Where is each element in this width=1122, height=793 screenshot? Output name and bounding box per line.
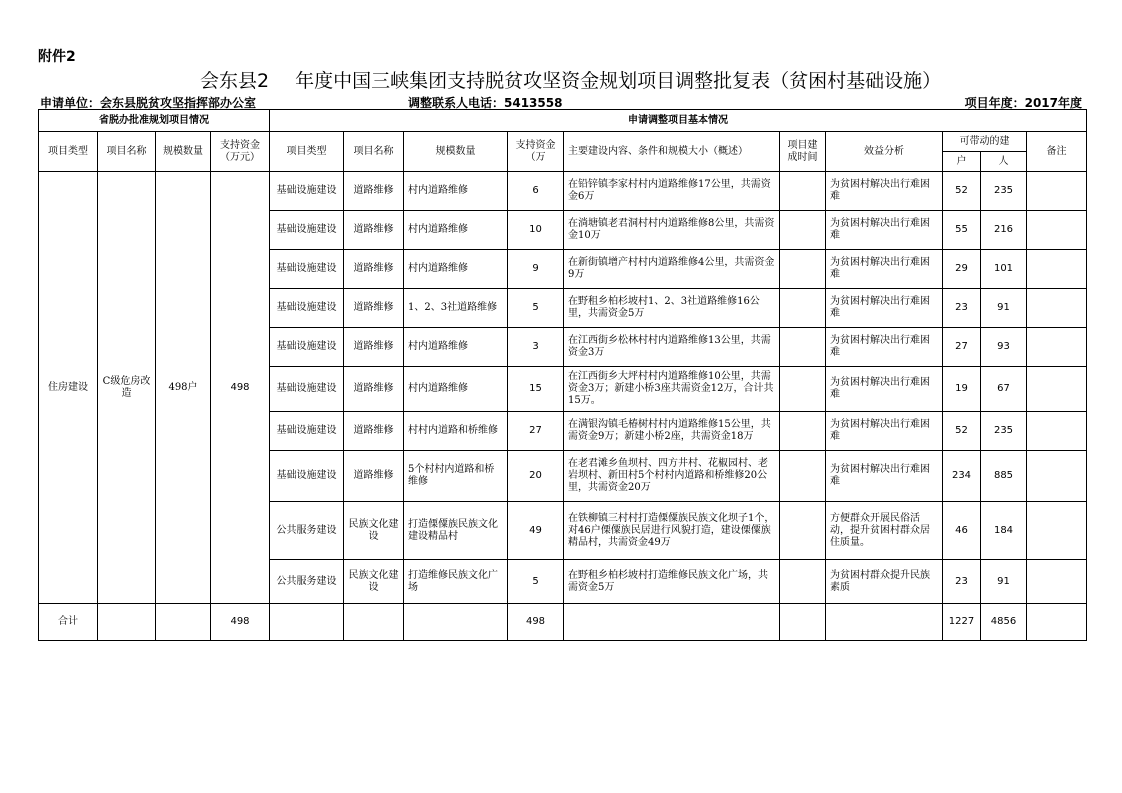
row-content: 在新街镇增产村村内道路维修4公里，共需资金9万 [564, 250, 780, 289]
row-name: 民族文化建设 [344, 502, 404, 560]
approved-scale: 498户 [156, 172, 211, 604]
row-households: 23 [943, 560, 981, 604]
row-content: 在野租乡柏杉坡村1、2、3社道路维修16公里，共需资金5万 [564, 289, 780, 328]
header-proj-name2: 项目名称 [344, 132, 404, 172]
title-prefix: 会东县2 [200, 70, 270, 92]
row-scale: 1、2、3社道路维修 [404, 289, 508, 328]
row-type: 基础设施建设 [270, 289, 344, 328]
total-households: 1227 [943, 604, 981, 641]
row-period [780, 328, 826, 367]
row-content: 在淌塘镇老君洞村村内道路维修8公里，共需资金10万 [564, 211, 780, 250]
row-type: 基础设施建设 [270, 451, 344, 502]
row-content: 在野租乡柏杉坡村打造维修民族文化广场，共需资金5万 [564, 560, 780, 604]
header-benefit: 效益分析 [826, 132, 943, 172]
row-households: 234 [943, 451, 981, 502]
row-period [780, 560, 826, 604]
row-name: 道路维修 [344, 211, 404, 250]
row-benefit: 为贫困村解决出行难困难 [826, 367, 943, 412]
row-period [780, 412, 826, 451]
header-period: 项目建成时间 [780, 132, 826, 172]
approved-type: 住房建设 [39, 172, 98, 604]
row-fund: 5 [508, 560, 564, 604]
applicant-unit: 申请单位：会东县脱贫攻坚指挥部办公室 [40, 96, 257, 110]
row-benefit: 为贫困村群众提升民族素质 [826, 560, 943, 604]
row-remark [1027, 172, 1087, 211]
attachment-label: 附件2 [38, 49, 76, 65]
header-drive: 可带动的建 [943, 132, 1027, 152]
approved-fund: 498 [211, 172, 270, 604]
row-benefit: 为贫困村解决出行难困难 [826, 211, 943, 250]
approved-section-title: 省脱办批准规划项目情况 [39, 110, 270, 132]
row-period [780, 367, 826, 412]
row-name: 道路维修 [344, 328, 404, 367]
row-remark [1027, 560, 1087, 604]
adjusted-section-title: 申请调整项目基本情况 [270, 110, 1087, 132]
contact-phone: 调整联系人电话：5413558 [408, 96, 563, 110]
row-type: 基础设施建设 [270, 211, 344, 250]
total-fund: 498 [211, 604, 270, 641]
row-scale: 村内道路维修 [404, 211, 508, 250]
row-name: 道路维修 [344, 367, 404, 412]
row-content: 在铁柳镇三村村打造傈僳族民族文化坝子1个，对46户傈僳族民居进行风貌打造，建设傈僳族精品村，共需资金49万 [564, 502, 780, 560]
row-people: 216 [981, 211, 1027, 250]
project-year: 项目年度：2017年度 [964, 96, 1082, 110]
row-remark [1027, 211, 1087, 250]
table-row [39, 172, 1087, 211]
row-type: 基础设施建设 [270, 412, 344, 451]
row-scale: 村内道路维修 [404, 172, 508, 211]
row-fund: 9 [508, 250, 564, 289]
row-benefit: 方便群众开展民俗活动，提升贫困村群众居住质量。 [826, 502, 943, 560]
row-people: 91 [981, 560, 1027, 604]
row-scale: 村内道路维修 [404, 250, 508, 289]
total-row [39, 604, 1087, 641]
header-scale: 规模数量 [156, 132, 211, 172]
row-households: 46 [943, 502, 981, 560]
header-row-1 [39, 132, 1087, 152]
row-households: 19 [943, 367, 981, 412]
row-households: 23 [943, 289, 981, 328]
row-people: 91 [981, 289, 1027, 328]
row-benefit: 为贫困村解决出行难困难 [826, 412, 943, 451]
row-people: 101 [981, 250, 1027, 289]
header-proj-type2: 项目类型 [270, 132, 344, 172]
document-title [200, 66, 941, 93]
row-name: 民族文化建设 [344, 560, 404, 604]
title-rest: 年度中国三峡集团支持脱贫攻坚资金规划项目调整批复表（贫困村基础设施） [295, 70, 942, 92]
row-period [780, 250, 826, 289]
total-fund2: 498 [508, 604, 564, 641]
row-scale: 5个村村内道路和桥维修 [404, 451, 508, 502]
row-households: 52 [943, 412, 981, 451]
row-remark [1027, 451, 1087, 502]
row-type: 公共服务建设 [270, 502, 344, 560]
approval-table [38, 109, 1087, 641]
header-fund: 支持资金（万元） [211, 132, 270, 172]
row-scale: 村内道路维修 [404, 328, 508, 367]
row-content: 在铅锌镇李家村村内道路维修17公里，共需资金6万 [564, 172, 780, 211]
row-type: 基础设施建设 [270, 367, 344, 412]
row-benefit: 为贫困村解决出行难困难 [826, 250, 943, 289]
row-name: 道路维修 [344, 289, 404, 328]
row-period [780, 172, 826, 211]
header-proj-type: 项目类型 [39, 132, 98, 172]
row-benefit: 为贫困村解决出行难困难 [826, 289, 943, 328]
row-type: 基础设施建设 [270, 328, 344, 367]
row-people: 67 [981, 367, 1027, 412]
header-people: 人 [981, 152, 1027, 172]
row-people: 93 [981, 328, 1027, 367]
row-type: 基础设施建设 [270, 250, 344, 289]
row-period [780, 289, 826, 328]
row-remark [1027, 412, 1087, 451]
row-people: 235 [981, 412, 1027, 451]
header-households: 户 [943, 152, 981, 172]
row-benefit: 为贫困村解决出行难困难 [826, 172, 943, 211]
header-fund2: 支持资金（万 [508, 132, 564, 172]
header-scale2: 规模数量 [404, 132, 508, 172]
row-type: 基础设施建设 [270, 172, 344, 211]
row-fund: 5 [508, 289, 564, 328]
meta-line [38, 94, 1086, 110]
header-content: 主要建设内容、条件和规模大小（概述） [564, 132, 780, 172]
row-name: 道路维修 [344, 412, 404, 451]
total-label: 合计 [39, 604, 98, 641]
row-scale: 打造傈僳族民族文化建设精品村 [404, 502, 508, 560]
total-people: 4856 [981, 604, 1027, 641]
row-benefit: 为贫困村解决出行难困难 [826, 451, 943, 502]
row-remark [1027, 289, 1087, 328]
row-content: 在满银沟镇毛椿树村村内道路维修15公里，共需资金9万；新建小桥2座，共需资金18万 [564, 412, 780, 451]
row-remark [1027, 502, 1087, 560]
row-name: 道路维修 [344, 172, 404, 211]
row-name: 道路维修 [344, 451, 404, 502]
row-people: 184 [981, 502, 1027, 560]
row-fund: 3 [508, 328, 564, 367]
row-period [780, 451, 826, 502]
row-scale: 打造维修民族文化广场 [404, 560, 508, 604]
row-benefit: 为贫困村解决出行难困难 [826, 328, 943, 367]
row-remark [1027, 367, 1087, 412]
row-name: 道路维修 [344, 250, 404, 289]
row-households: 27 [943, 328, 981, 367]
row-remark [1027, 328, 1087, 367]
row-fund: 15 [508, 367, 564, 412]
row-households: 55 [943, 211, 981, 250]
row-fund: 6 [508, 172, 564, 211]
row-fund: 49 [508, 502, 564, 560]
section-header-row [39, 110, 1087, 132]
row-scale: 村内道路维修 [404, 367, 508, 412]
row-households: 29 [943, 250, 981, 289]
row-fund: 10 [508, 211, 564, 250]
row-content: 在江西街乡大坪村村内道路维修10公里，共需资金3万；新建小桥3座共需资金12万，合计共15万。 [564, 367, 780, 412]
header-proj-name: 项目名称 [98, 132, 156, 172]
row-people: 885 [981, 451, 1027, 502]
row-period [780, 211, 826, 250]
row-fund: 20 [508, 451, 564, 502]
row-content: 在老君滩乡鱼坝村、四方井村、花椒园村、老岩坝村、新田村5个村村内道路和桥维修20公里，共需资金20万 [564, 451, 780, 502]
header-remark: 备注 [1027, 132, 1087, 172]
row-content: 在江西街乡松林村村内道路维修13公里，共需资金3万 [564, 328, 780, 367]
row-fund: 27 [508, 412, 564, 451]
row-type: 公共服务建设 [270, 560, 344, 604]
row-period [780, 502, 826, 560]
row-people: 235 [981, 172, 1027, 211]
row-households: 52 [943, 172, 981, 211]
row-scale: 村村内道路和桥维修 [404, 412, 508, 451]
row-remark [1027, 250, 1087, 289]
approved-name: C级危房改造 [98, 172, 156, 604]
